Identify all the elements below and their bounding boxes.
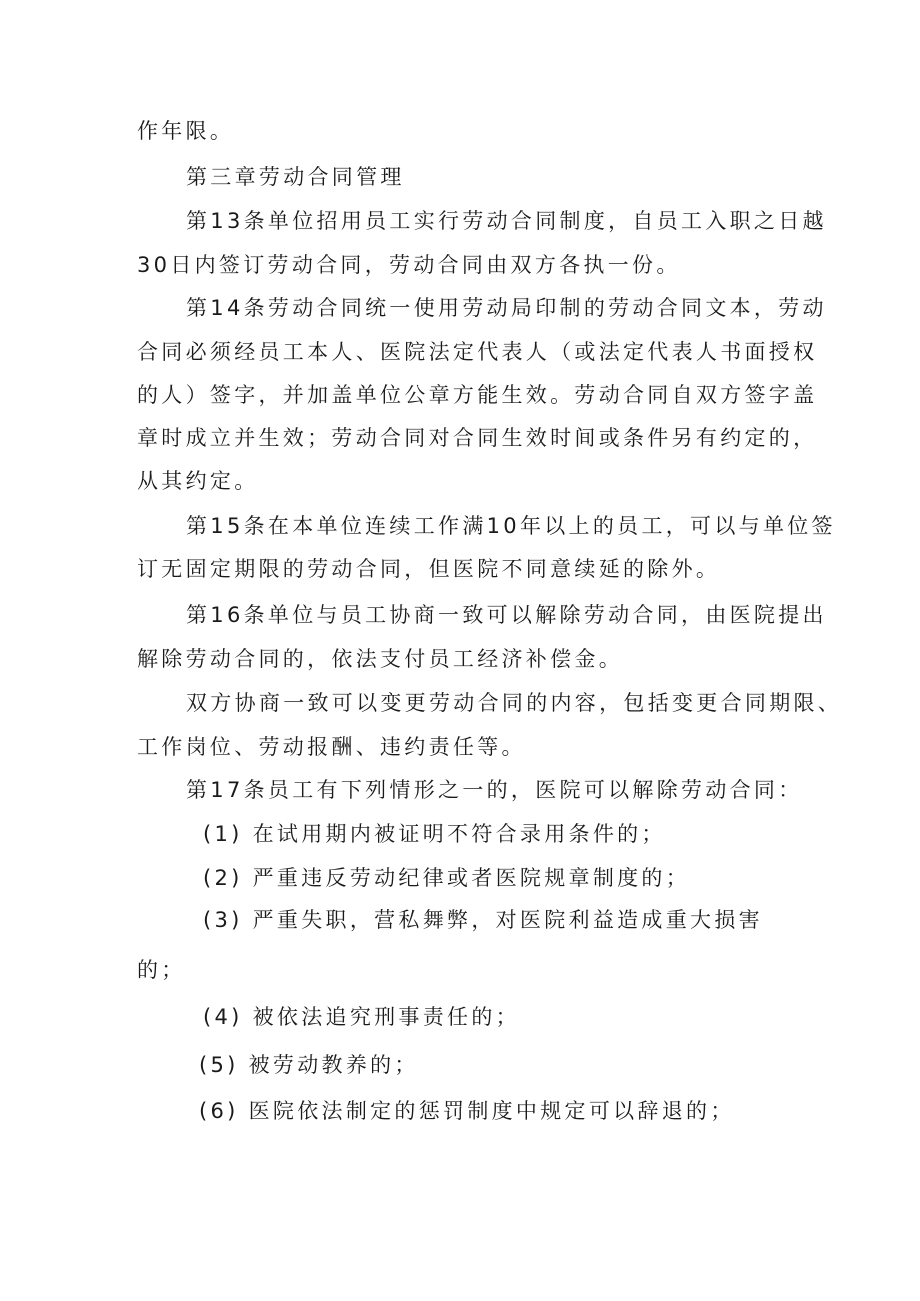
chapter-heading: 第三章劳动合同管理 (186, 165, 405, 189)
text-line: 作年限。 (137, 119, 235, 143)
list-item-continuation: 的； (137, 958, 186, 982)
list-item: (5) 被劳动教养的； (199, 1053, 419, 1077)
text-line: 双方协商一致可以变更劳动合同的内容，包括变更合同期限、 (186, 691, 843, 715)
list-item: (2) 严重违反劳动纪律或者医院规章制度的； (203, 866, 691, 890)
text-line: 第16条单位与员工协商一致可以解除劳动合同，由医院提出 (186, 603, 827, 627)
text-line: 合同必须经员工本人、医院法定代表人（或法定代表人书面授权 (137, 340, 818, 364)
text-line: 订无固定期限的劳动合同，但医院不同意续延的除外。 (137, 557, 721, 581)
text-line: 的人）签字，并加盖单位公章方能生效。劳动合同自双方签字盖 (137, 383, 818, 407)
text-line: 30日内签订劳动合同，劳动合同由双方各执一份。 (137, 253, 681, 277)
list-item: (3) 严重失职，营私舞弊，对医院利益造成重大损害 (203, 908, 763, 932)
list-item: (1) 在试用期内被证明不符合录用条件的； (203, 822, 666, 846)
text-line: 第17条员工有下列情形之一的，医院可以解除劳动合同： (186, 778, 803, 802)
list-item: (4) 被依法追究刑事责任的； (203, 1005, 520, 1029)
text-line: 工作岗位、劳动报酬、违约责任等。 (137, 735, 526, 759)
text-line: 从其约定。 (137, 469, 259, 493)
text-line: 第15条在本单位连续工作满10年以上的员工，可以与单位签 (186, 514, 836, 538)
text-line: 解除劳动合同的，依法支付员工经济补偿金。 (137, 647, 623, 671)
text-line: 第14条劳动合同统一使用劳动局印制的劳动合同文本，劳动 (186, 296, 827, 320)
text-line: 第13条单位招用员工实行劳动合同制度，自员工入职之日越 (186, 209, 827, 233)
text-line: 章时成立并生效；劳动合同对合同生效时间或条件另有约定的， (137, 426, 818, 450)
list-item: (6) 医院依法制定的惩罚制度中规定可以辞退的； (199, 1099, 735, 1123)
